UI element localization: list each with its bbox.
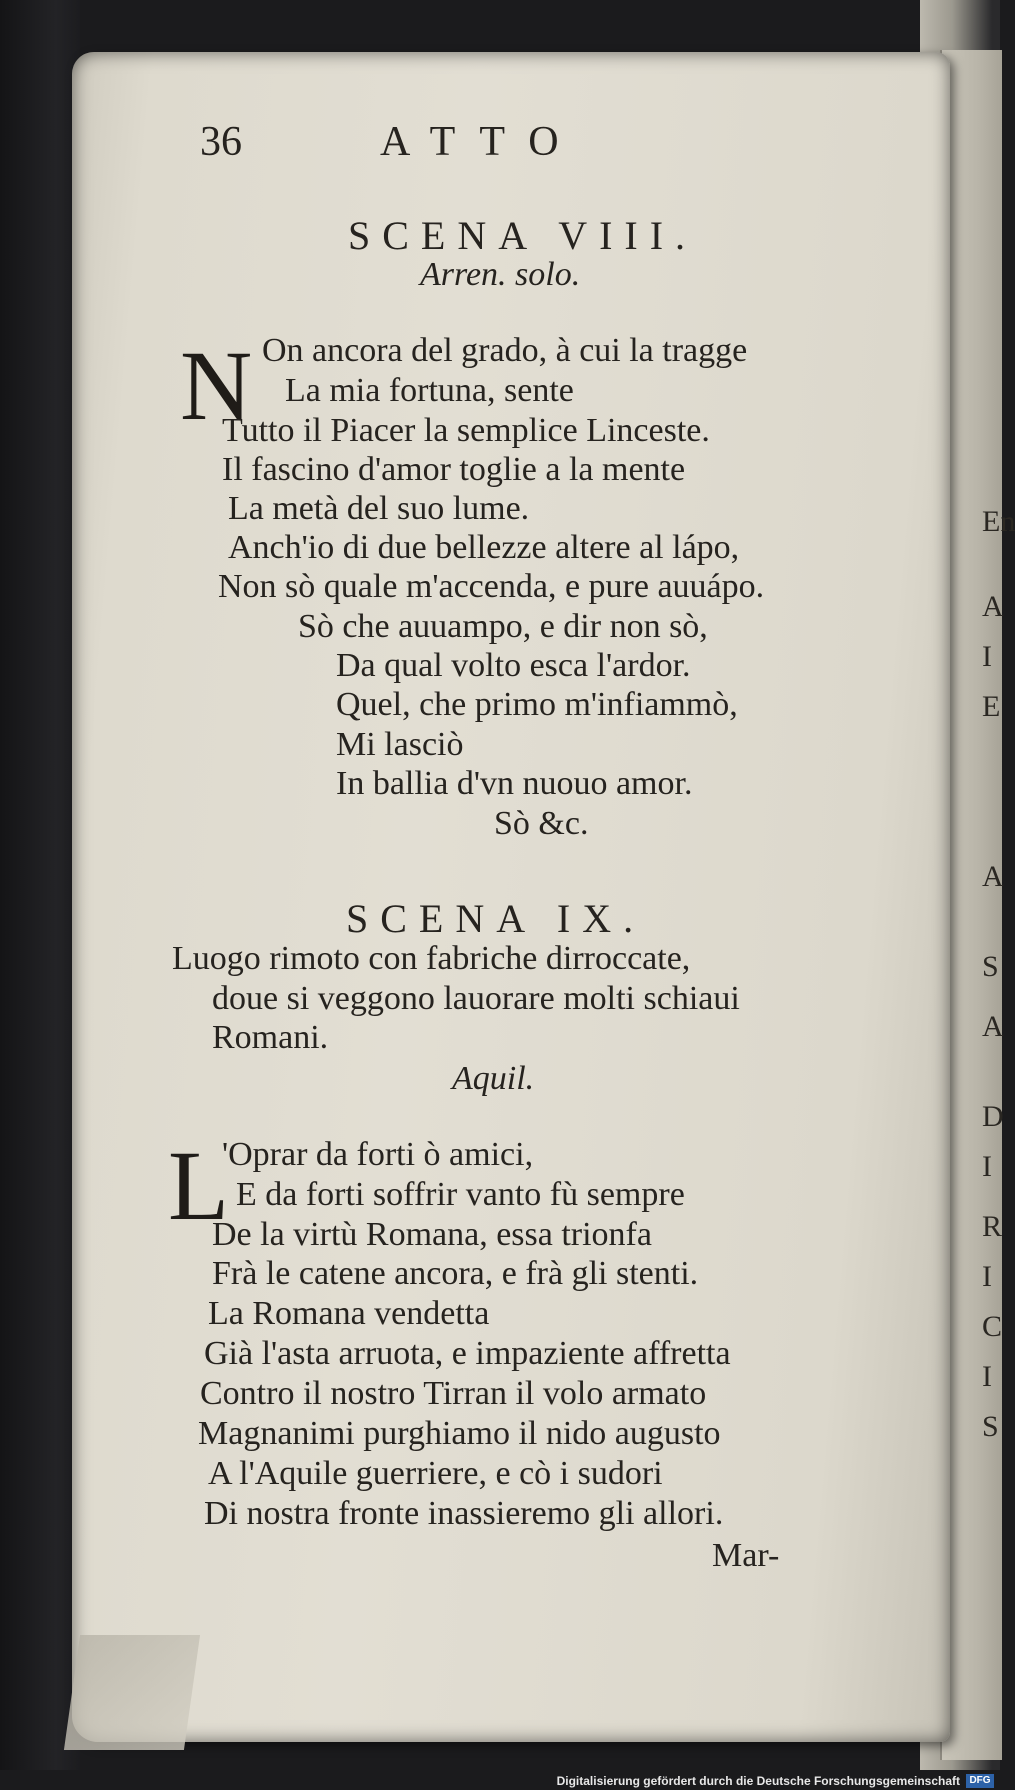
verse-line: 'Oprar da forti ò amici, — [222, 1136, 534, 1173]
stage-direction: Luogo rimoto con fabriche dirroccate, — [172, 940, 691, 977]
facing-page-fragment: E — [982, 690, 1001, 723]
facing-page-fragment: D — [982, 1100, 1004, 1133]
background-left — [0, 0, 80, 1790]
verse-line: Sò &c. — [494, 805, 589, 842]
verse-line: A l'Aquile guerriere, e cò i sudori — [208, 1455, 663, 1492]
page-number: 36 — [200, 119, 242, 165]
stage-direction: Romani. — [212, 1019, 329, 1056]
verse-line: Frà le catene ancora, e frà gli stenti. — [212, 1255, 699, 1292]
verse-line: De la virtù Romana, essa trionfa — [212, 1216, 652, 1253]
facing-page-fragment: I — [982, 1150, 992, 1183]
facing-page-fragment: R — [982, 1210, 1003, 1243]
verse-line: Sò che auuampo, e dir non sò, — [298, 608, 708, 645]
dfg-logo: DFG — [966, 1774, 994, 1788]
verse-line: Tutto il Piacer la semplice Linceste. — [222, 412, 710, 449]
digitization-credit: Digitalisierung gefördert durch die Deutsche Forschungsgemeinschaft — [556, 1774, 960, 1788]
catchword: Mar- — [712, 1537, 780, 1574]
facing-page-fragment: A — [982, 590, 1004, 623]
verse-line: Magnanimi purghiamo il nido augusto — [198, 1415, 721, 1452]
verse-line: La mia fortuna, sente — [285, 372, 574, 409]
verse-line: Di nostra fronte inassieremo gli allori. — [204, 1495, 724, 1532]
verse-line: Mi lasciò — [336, 726, 464, 763]
verse-line: Non sò quale m'accenda, e pure auuápo. — [218, 568, 765, 605]
verse-line: La metà del suo lume. — [228, 490, 530, 527]
facing-page-fragment: En — [982, 505, 1015, 538]
verse-line: Già l'asta arruota, e impaziente affretta — [204, 1335, 731, 1372]
stage-direction: doue si veggono lauorare molti schiaui — [212, 980, 740, 1017]
verse-line: In ballia d'vn nuouo amor. — [336, 765, 693, 802]
verse-line: Quel, che primo m'infiammò, — [336, 686, 738, 723]
verse-line: La Romana vendetta — [208, 1295, 490, 1332]
footer-bar — [0, 1770, 1000, 1790]
facing-page-fragment: S — [982, 1410, 999, 1443]
speaker-name: Aquil. — [452, 1060, 535, 1097]
facing-page-fragment: I — [982, 1260, 992, 1293]
facing-page-fragment: I — [982, 640, 992, 673]
verse-line: Da qual volto esca l'ardor. — [336, 647, 691, 684]
running-title: ATTO — [380, 119, 583, 165]
facing-page-fragment: I — [982, 1360, 992, 1393]
verse-line: Anch'io di due bellezze altere al lápo, — [228, 529, 740, 566]
scene-title: SCENA VIII. — [348, 213, 698, 258]
facing-page-fragment: S — [982, 950, 999, 983]
folded-corner — [64, 1635, 200, 1750]
verse-line: E da forti soffrir vanto fù sempre — [236, 1176, 685, 1213]
verse-line: Contro il nostro Tirran il volo armato — [200, 1375, 707, 1412]
verse-line: Il fascino d'amor toglie a la mente — [222, 451, 686, 488]
drop-cap: N — [180, 330, 253, 441]
scene-title: SCENA IX. — [346, 896, 646, 941]
facing-page-fragment: A — [982, 860, 1004, 893]
facing-page-fragment: C — [982, 1310, 1003, 1343]
speaker-name: Arren. solo. — [420, 256, 581, 293]
verse-line: On ancora del grado, à cui la tragge — [262, 332, 748, 369]
drop-cap: L — [168, 1130, 230, 1241]
facing-page-fragment: A — [982, 1010, 1004, 1043]
